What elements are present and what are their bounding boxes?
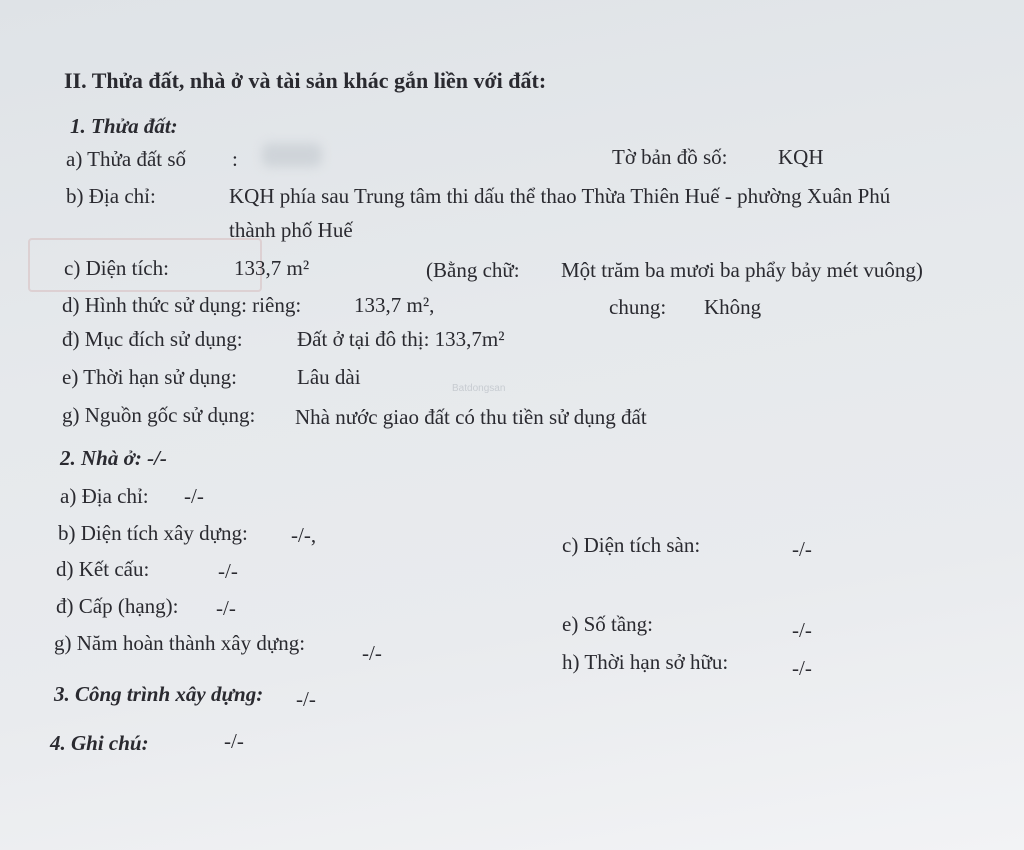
notes-heading: 4. Ghi chú: [50, 731, 149, 755]
ownership-term-value: -/- [792, 656, 812, 680]
area-words-label: (Bằng chữ: [426, 258, 520, 282]
floor-area-value: -/- [792, 537, 812, 561]
ownership-term-label: h) Thời hạn sở hữu: [562, 650, 729, 674]
structure-value: -/- [218, 559, 238, 583]
usage-form-private: 133,7 m², [354, 293, 435, 317]
structure-label: d) Kết cấu: [56, 557, 150, 581]
house-address-value: -/- [184, 484, 204, 508]
redacted-parcel-number [262, 143, 322, 167]
usage-form-shared-value: Không [704, 295, 762, 319]
origin-label: g) Nguồn gốc sử dụng: [62, 403, 256, 427]
usage-form-shared-label: chung: [609, 295, 667, 319]
house-address-label: a) Địa chỉ: [60, 484, 149, 508]
house-heading: 2. Nhà ở: -/- [60, 446, 167, 470]
map-sheet-value: KQH [778, 145, 824, 169]
build-area-value: -/-, [291, 523, 317, 547]
notes-value: -/- [224, 729, 244, 753]
build-area-label: b) Diện tích xây dựng: [58, 521, 248, 545]
purpose-value: Đất ở tại đô thị: 133,7m² [297, 327, 505, 351]
construction-heading: 3. Công trình xây dựng: [54, 682, 264, 706]
term-label: e) Thời hạn sử dụng: [62, 365, 237, 389]
address-line1: KQH phía sau Trung tâm thi dấu thể thao Thừa Thiên Huế - phường Xuân Phú [229, 184, 891, 208]
year-value: -/- [362, 641, 382, 665]
floors-label: e) Số tầng: [562, 612, 653, 636]
area-label: c) Diện tích: [64, 256, 169, 280]
watermark: Batdongsan [452, 383, 506, 394]
purpose-label: đ) Mục đích sử dụng: [62, 327, 243, 351]
grade-label: đ) Cấp (hạng): [56, 594, 179, 618]
land-heading: 1. Thửa đất: [70, 114, 178, 138]
address-line2: thành phố Huế [229, 218, 353, 242]
parcel-sep: : [232, 147, 238, 171]
year-label: g) Năm hoàn thành xây dựng: [54, 631, 306, 655]
grade-value: -/- [216, 596, 236, 620]
section-title: II. Thửa đất, nhà ở và tài sản khác gắn liền với đất: [64, 68, 547, 93]
term-value: Lâu dài [297, 365, 361, 389]
floor-area-label: c) Diện tích sàn: [562, 533, 701, 557]
floors-value: -/- [792, 618, 812, 642]
usage-form-label: d) Hình thức sử dụng: riêng: [62, 293, 302, 317]
address-label: b) Địa chỉ: [66, 184, 156, 208]
construction-value: -/- [296, 687, 316, 711]
area-value: 133,7 m² [234, 256, 310, 280]
map-sheet-label: Tờ bản đồ số: [612, 145, 728, 169]
parcel-label: a) Thửa đất số [66, 147, 187, 171]
origin-value: Nhà nước giao đất có thu tiền sử dụng đất [295, 405, 647, 429]
area-words-value: Một trăm ba mươi ba phẩy bảy mét vuông) [561, 258, 923, 282]
